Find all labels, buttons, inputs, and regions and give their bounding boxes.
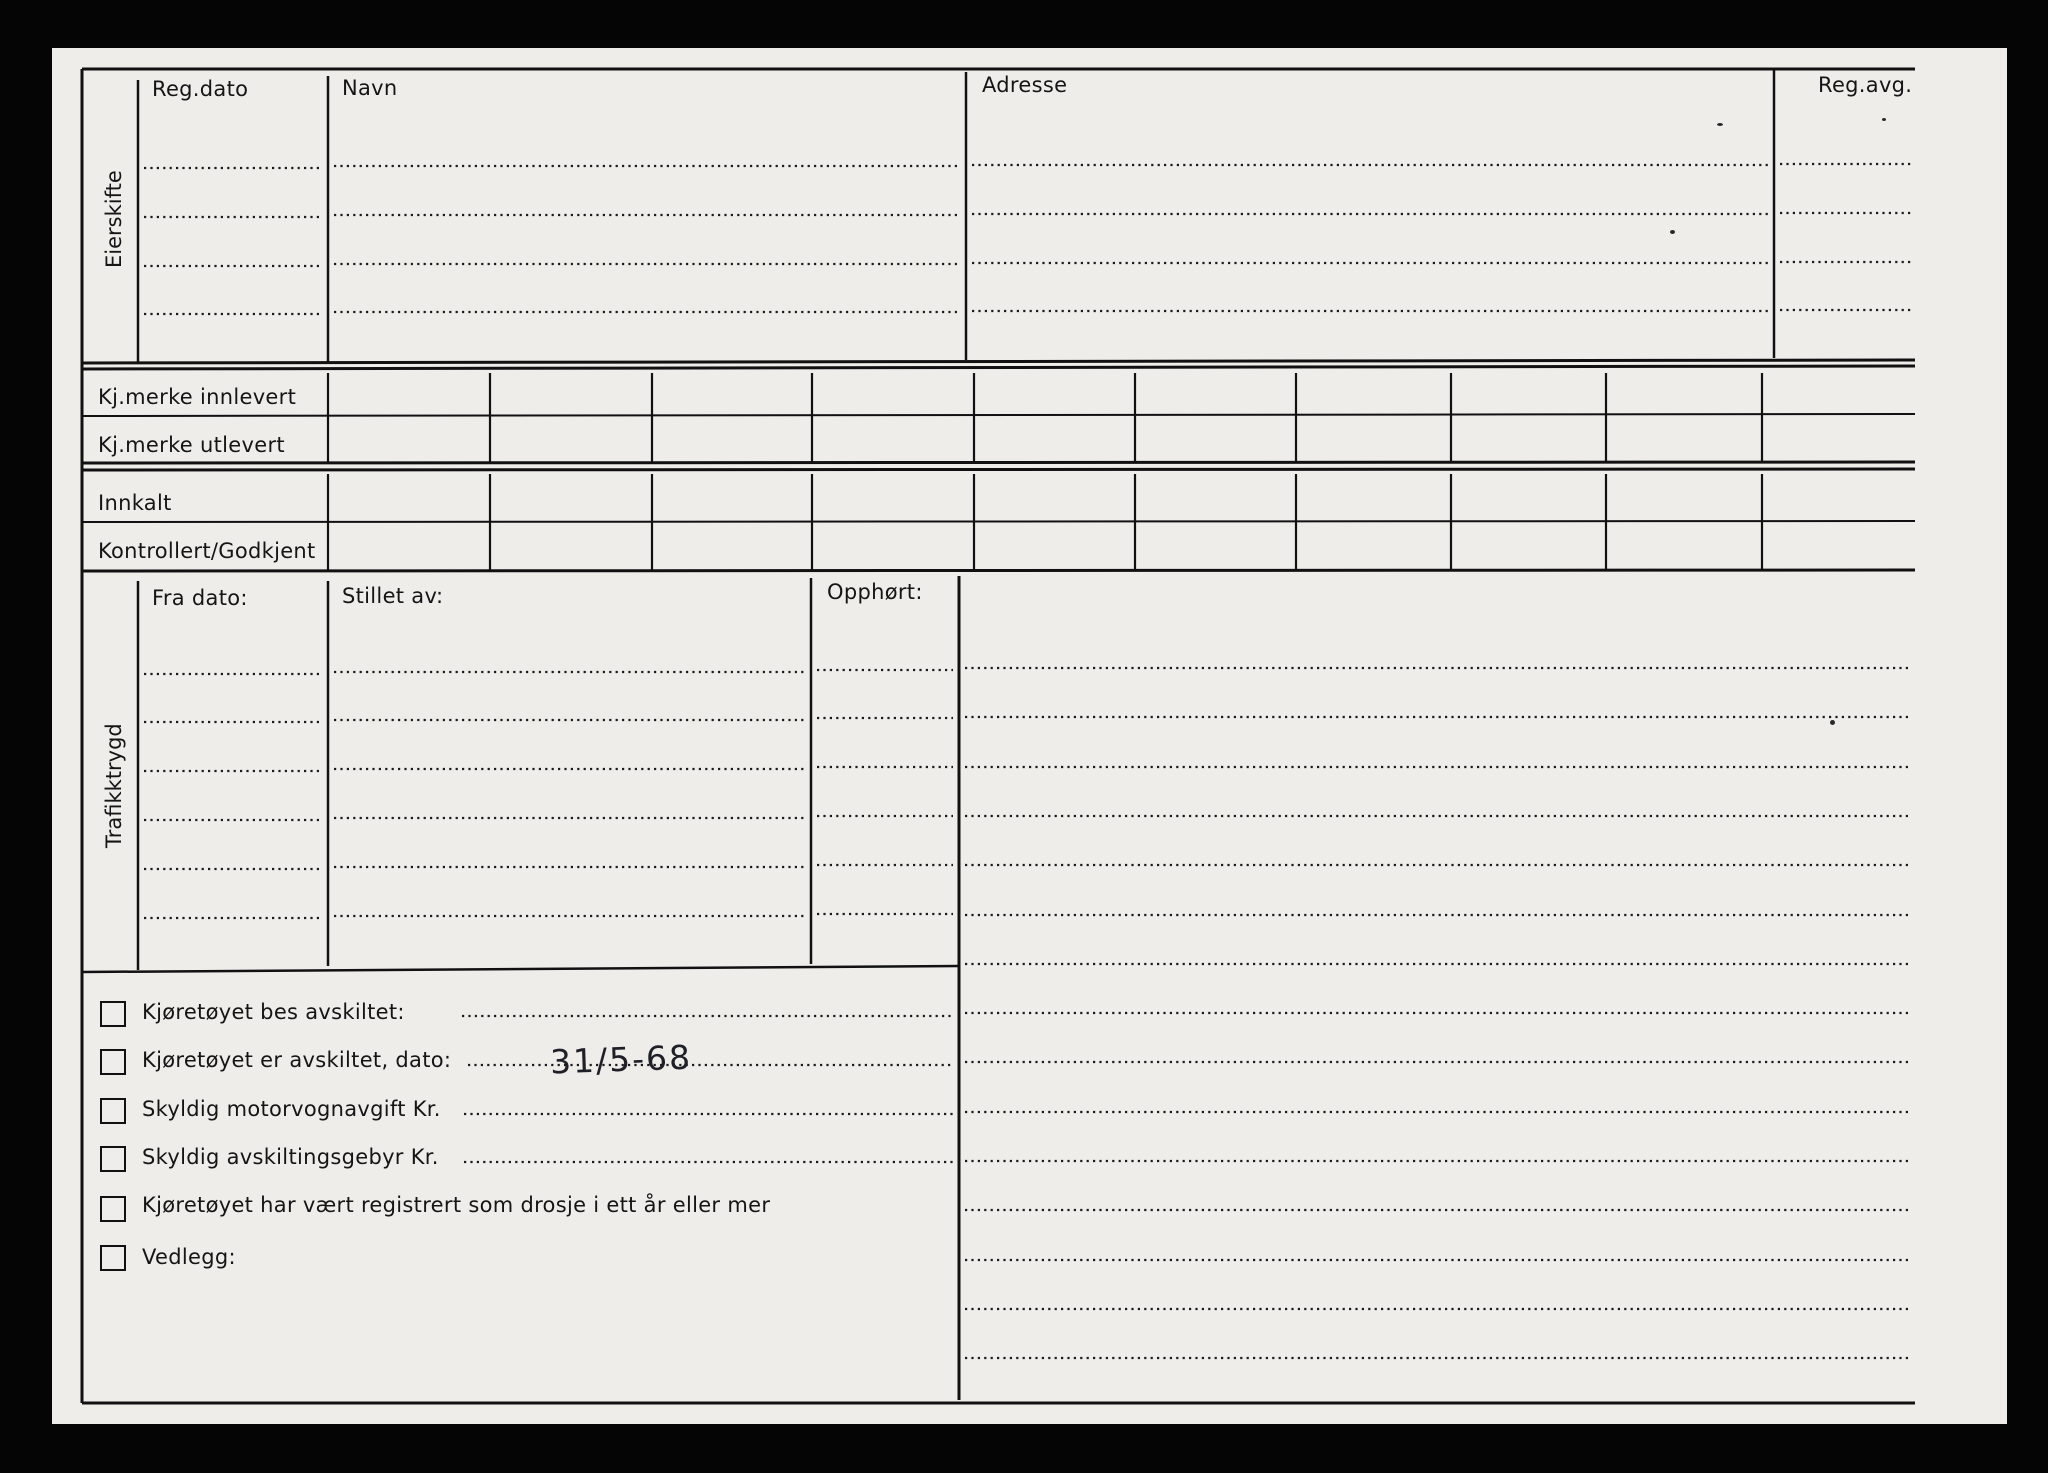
scan-speck [1717,123,1723,126]
checkbox-drosje[interactable] [100,1196,126,1222]
section-label-trafikktrygd: Trafikktrygd [102,723,126,848]
section-label-eierskifte: Eierskifte [102,170,126,268]
checkbox-vedlegg[interactable] [100,1245,126,1271]
checkbox-label-er-avskiltet: Kjøretøyet er avskiltet, dato: [142,1048,452,1072]
header-navn: Navn [342,76,398,100]
header-fra-dato: Fra dato: [152,586,248,610]
checkbox-motorvognavgift[interactable] [100,1098,126,1124]
handwritten-date: 31/5-68 [549,1037,693,1082]
checkbox-label-motorvognavgift: Skyldig motorvognavgift Kr. [142,1097,441,1121]
scan-speck [1670,230,1675,234]
header-stillet-av: Stillet av: [342,584,444,608]
row-label-kjmerke-utlevert: Kj.merke utlevert [98,433,285,457]
row-label-kontrollert-godkjent: Kontrollert/Godkjent [98,539,316,563]
checkbox-label-vedlegg: Vedlegg: [142,1245,236,1269]
checkbox-label-avskiltingsgebyr: Skyldig avskiltingsgebyr Kr. [142,1145,439,1169]
checkbox-er-avskiltet[interactable] [100,1049,126,1075]
header-reg-avg: Reg.avg. [1818,73,1913,97]
header-adresse: Adresse [982,73,1068,97]
form-grid [52,48,2007,1424]
row-label-kjmerke-innlevert: Kj.merke innlevert [98,385,297,409]
row-label-innkalt: Innkalt [98,491,172,515]
checkbox-label-drosje: Kjøretøyet har vært registrert som drosje i ett år eller mer [142,1193,771,1217]
header-opphort: Opphørt: [827,580,923,604]
scan-speck [1882,118,1886,121]
checkbox-label-bes-avskiltet: Kjøretøyet bes avskiltet: [142,1000,405,1024]
registration-card [52,48,2007,1424]
header-reg-dato: Reg.dato [152,77,249,101]
scan-speck [1830,720,1835,725]
checkbox-avskiltingsgebyr[interactable] [100,1146,126,1172]
checkbox-bes-avskiltet[interactable] [100,1001,126,1027]
